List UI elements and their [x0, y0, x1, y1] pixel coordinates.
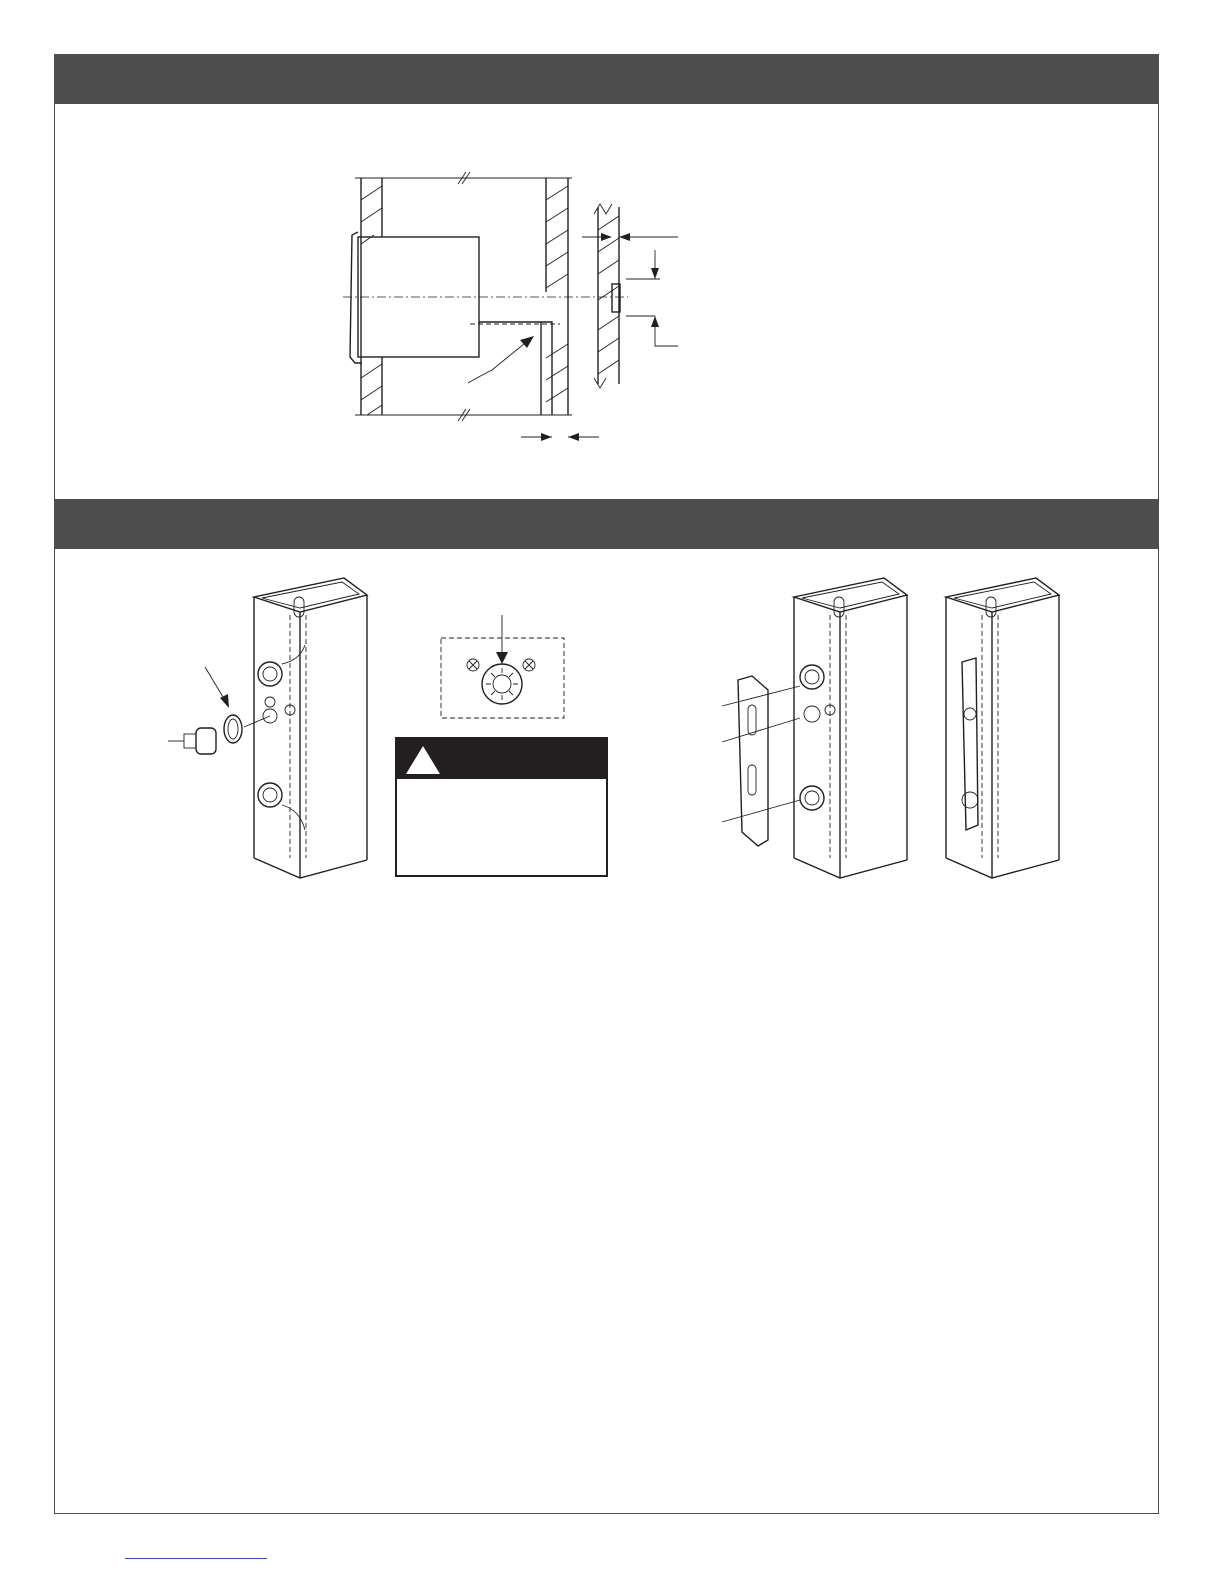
warning-box: [395, 737, 608, 877]
warning-triangle-icon: [405, 745, 441, 775]
cam-plate-exploded: [722, 676, 800, 846]
stile-box-middle: [794, 578, 907, 878]
warning-header: [397, 739, 606, 779]
footer-link-underline: [125, 1558, 267, 1559]
warning-text: [397, 779, 606, 799]
stile-box-right: [946, 578, 1059, 878]
